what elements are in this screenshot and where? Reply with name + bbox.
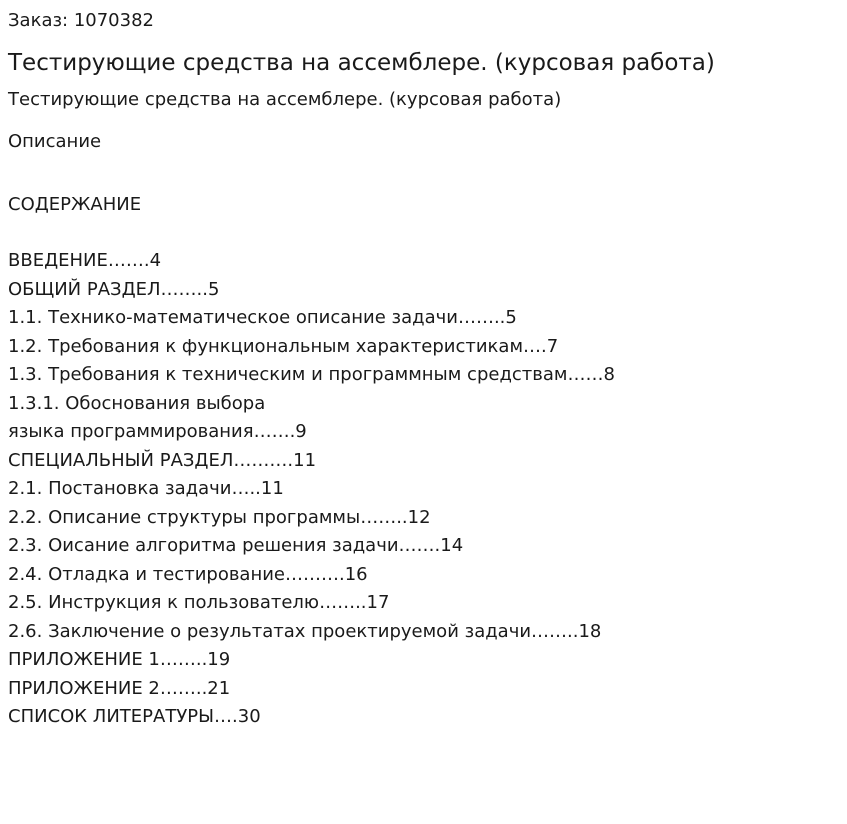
toc-item: ПРИЛОЖЕНИЕ 2……..21 <box>8 677 231 699</box>
toc-item: ВВЕДЕНИЕ…….4 <box>8 250 162 271</box>
toc-item: СПЕЦИАЛЬНЫЙ РАЗДЕЛ……….11 <box>8 449 317 471</box>
page-subtitle: Тестирующие средства на ассемблере. (курсовая работа) <box>8 89 562 110</box>
page-title: Тестирующие средства на ассемблере. (курсовая работа) <box>8 50 715 76</box>
toc-item: СПИСОК ЛИТЕРАТУРЫ….30 <box>8 706 261 727</box>
toc-item: 2.1. Постановка задачи…..11 <box>8 478 284 499</box>
toc-item: 2.6. Заключение о результатах проектируемой задачи……..18 <box>8 620 602 642</box>
toc-item: 1.3. Требования к техническим и программным средствам……8 <box>8 364 615 385</box>
toc-item: 2.2. Описание структуры программы……..12 <box>8 506 431 528</box>
toc-item: 2.4. Отладка и тестирование……….16 <box>8 563 368 585</box>
toc-heading: СОДЕРЖАНИЕ <box>8 194 142 215</box>
toc-item: языка программирования…….9 <box>8 421 307 442</box>
toc-item: 1.1. Технико-математическое описание задачи……..5 <box>8 307 517 328</box>
toc-item: 2.5. Инструкция к пользователю……..17 <box>8 592 390 613</box>
toc-item: 1.3.1. Обоснования выбора <box>8 392 266 414</box>
toc-item: 2.3. Оисание алгоритма решения задачи…….14 <box>8 535 464 556</box>
toc-item: 1.2. Требования к функциональным характеристикам….7 <box>8 335 559 357</box>
toc-item: ОБЩИЙ РАЗДЕЛ……..5 <box>8 278 220 300</box>
table-of-contents <box>8 247 615 732</box>
order-number: Заказ: 1070382 <box>8 10 154 31</box>
toc-item: ПРИЛОЖЕНИЕ 1……..19 <box>8 649 231 670</box>
description-heading: Описание <box>8 131 102 152</box>
